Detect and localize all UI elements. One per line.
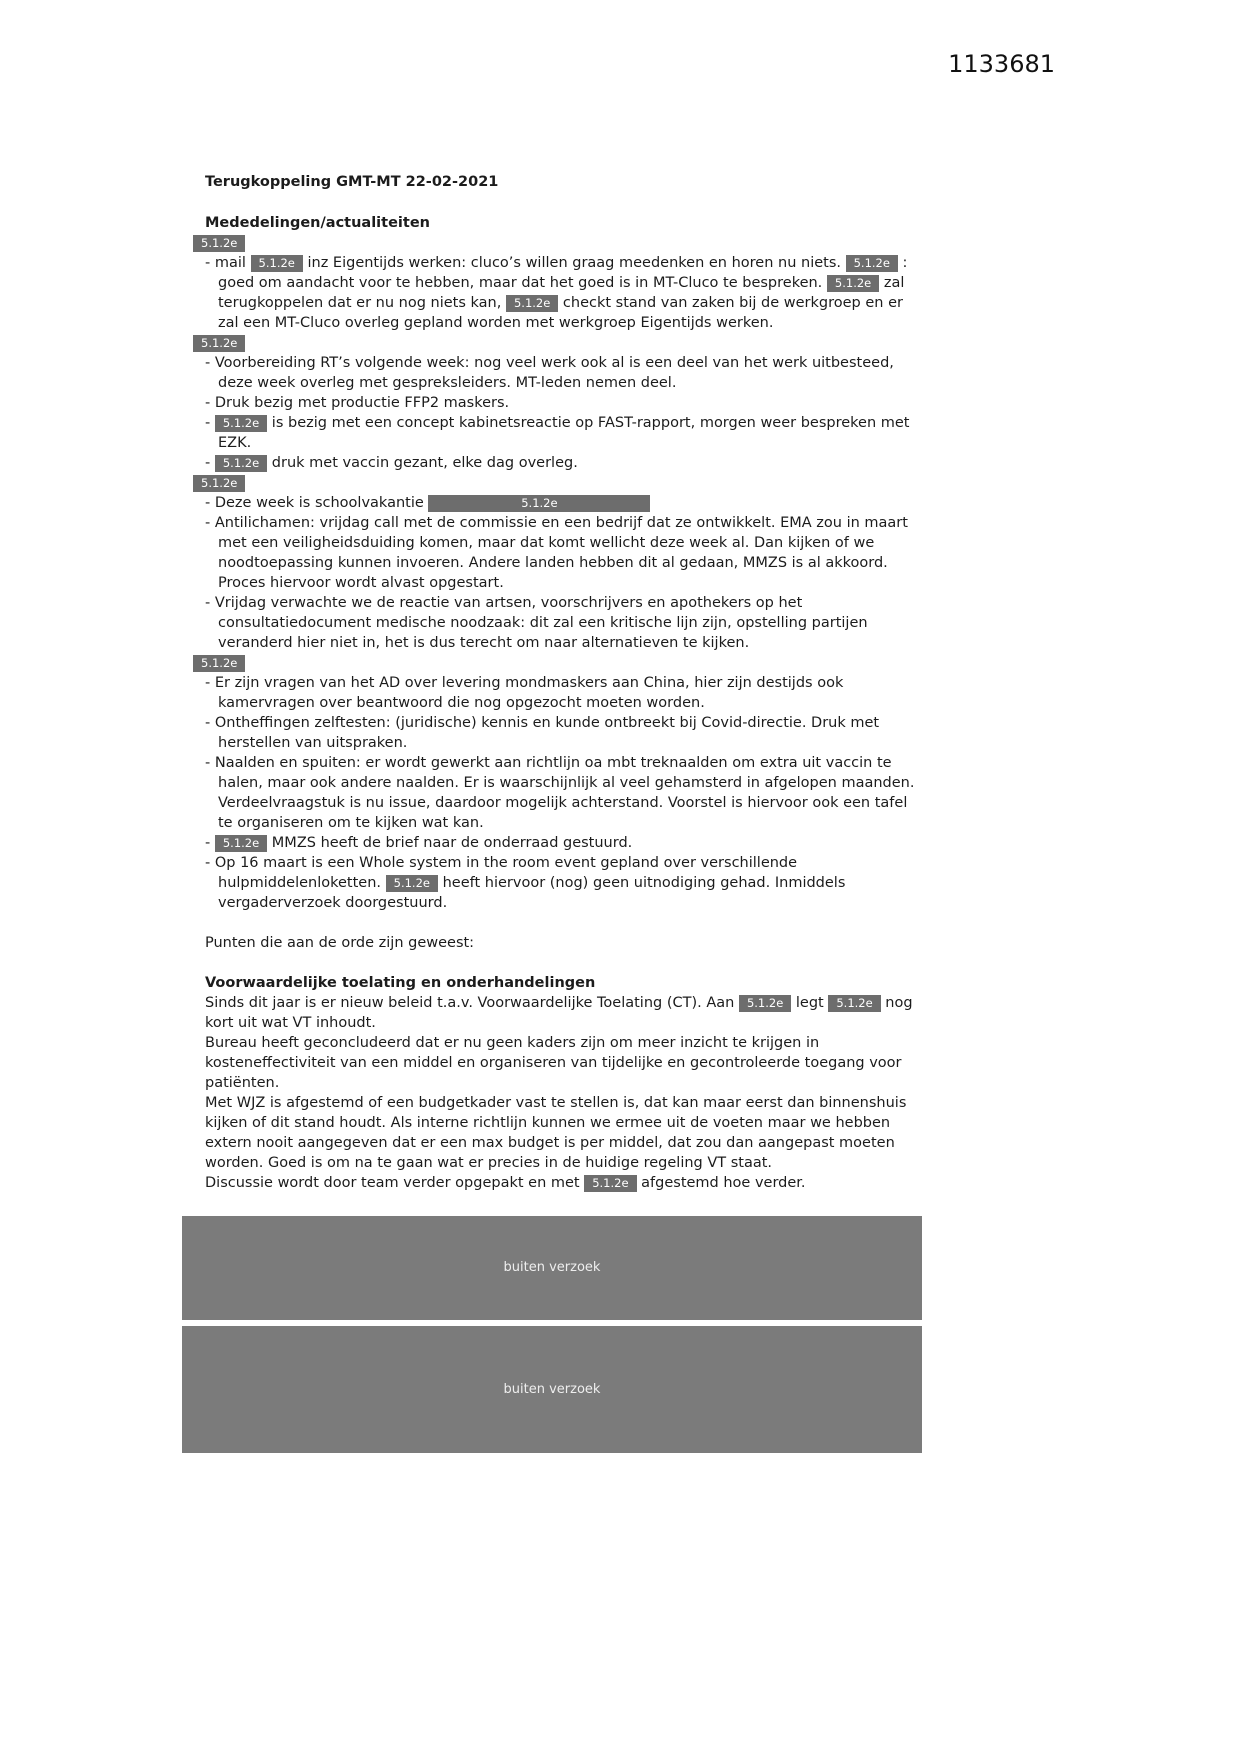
bullet-item: - 5.1.2e is bezig met een concept kabinetsreactie op FAST-rapport, morgen weer bespreken met EZK. <box>205 415 910 451</box>
bullet-item: - Ontheffingen zelftesten: (juridische) kennis en kunde ontbreekt bij Covid-directie. Druk met herstellen van uitspraken. <box>205 715 880 751</box>
spacer <box>205 953 924 973</box>
redaction-chip: 5.1.2e <box>828 995 880 1012</box>
redaction-chip: 5.1.2e <box>386 875 438 892</box>
bullet-item: - 5.1.2e MMZS heeft de brief naar de onderraad gestuurd. <box>205 835 633 851</box>
redaction-line <box>193 473 924 493</box>
bullet-item: - Vrijdag verwachte we de reactie van artsen, voorschrijvers en apothekers op het consultatiedocument medische noodzaak: dit zal een kritische lijn zijn, opstelling partijen veranderd hier niet in, het is dus terecht om naar alternatieven te kijken. <box>205 595 868 651</box>
bullet-item: - Druk bezig met productie FFP2 maskers. <box>205 395 510 411</box>
bullet-item: - Er zijn vragen van het AD over levering mondmaskers aan China, hier zijn destijds ook kamervragen over beantwoord die nog opgezocht moeten worden. <box>205 675 844 711</box>
redaction-chip: 5.1.2e <box>251 255 303 272</box>
bullet-item: - Antilichamen: vrijdag call met de commissie en een bedrijf dat ze ontwikkelt. EMA zou in maart met een veiligheidsduiding komen, maar dat komt wellicht deze week al. Dan kijken of we noodtoepassing kunnen invoeren. Andere landen hebben dit al gedaan, MMZS is al akkoord. Proces hiervoor wordt alvast opgestart. <box>205 515 908 591</box>
bullet-item: - Voorbereiding RT’s volgende week: nog veel werk ook al is een deel van het werk uitbesteed, deze week overleg met gespreksleiders. MT-leden nemen deel. <box>205 355 894 391</box>
section-heading: Voorwaardelijke toelating en onderhandelingen <box>205 975 596 991</box>
redaction-line <box>193 333 924 353</box>
redaction-chip: 5.1.2e <box>827 275 879 292</box>
redaction-chip: 5.1.2e <box>193 475 245 492</box>
section-heading: Mededelingen/actualiteiten <box>205 215 430 231</box>
redaction-chip: 5.1.2e <box>193 335 245 352</box>
bullet-item: - Deze week is schoolvakantie 5.1.2e <box>205 493 924 513</box>
spacer <box>205 913 924 933</box>
redacted-block-label: buiten verzoek <box>503 1260 601 1275</box>
redaction-chip: 5.1.2e <box>584 1175 636 1192</box>
paragraph: Discussie wordt door team verder opgepakt en met 5.1.2e afgestemd hoe verder. <box>205 1175 806 1191</box>
page-number: 1133681 <box>948 50 1055 78</box>
redaction-chip: 5.1.2e <box>846 255 898 272</box>
redaction-chip: 5.1.2e <box>193 655 245 672</box>
paragraph: Met WJZ is afgestemd of een budgetkader vast te stellen is, dat kan maar eerst dan binnenshuis kijken of dit stand houdt. Als interne richtlijn kunnen we ermee uit de voeten maar we hebben extern nooit aangegeven dat er een max budget is per middel, dat zou dan aangepast moeten worden. Goed is om na te gaan wat er precies in de huidige regeling VT staat. <box>205 1095 907 1171</box>
paragraph: Punten die aan de orde zijn geweest: <box>205 935 475 951</box>
redacted-block <box>182 1326 922 1453</box>
redaction-chip: 5.1.2e <box>193 235 245 252</box>
paragraph: Sinds dit jaar is er nieuw beleid t.a.v. Voorwaardelijke Toelating (CT). Aan 5.1.2e legt 5.1.2e nog kort uit wat VT inhoudt. <box>205 995 913 1031</box>
redaction-chip: 5.1.2e <box>506 295 558 312</box>
redaction-chip: 5.1.2e <box>215 835 267 852</box>
document-title: Terugkoppeling GMT-MT 22-02-2021 <box>205 174 499 190</box>
redaction-chip: 5.1.2e <box>428 495 650 512</box>
redacted-block <box>182 1216 922 1320</box>
bullet-item: - 5.1.2e druk met vaccin gezant, elke dag overleg. <box>205 455 578 471</box>
bullet-item: - Naalden en spuiten: er wordt gewerkt aan richtlijn oa mbt treknaalden om extra uit vaccin te halen, maar ook andere naalden. Er is waarschijnlijk al veel gehamsterd in afgelopen maanden. Verdeelvraagstuk is nu issue, daardoor mogelijk achterstand. Voorstel is hiervoor ook een tafel te organiseren om te kijken wat kan. <box>205 755 915 831</box>
paragraph: Bureau heeft geconcludeerd dat er nu geen kaders zijn om meer inzicht te krijgen in kosteneffectiviteit van een middel en organiseren van tijdelijke en gecontroleerde toegang voor patiënten. <box>205 1035 902 1091</box>
redaction-chip: 5.1.2e <box>215 455 267 472</box>
redacted-block-label: buiten verzoek <box>503 1381 601 1397</box>
document-blocks <box>201 213 924 1453</box>
redaction-line <box>193 653 924 673</box>
document-body <box>201 172 924 1453</box>
redaction-chip: 5.1.2e <box>739 995 791 1012</box>
bullet-item: - Op 16 maart is een Whole system in the room event gepland over verschillende hulpmiddelenloketten. 5.1.2e heeft hiervoor (nog) geen uitnodiging gehad. Inmiddels vergaderverzoek doorgestuurd. <box>205 855 846 911</box>
spacer <box>205 1193 924 1213</box>
redaction-line <box>193 233 924 253</box>
bullet-item: - mail 5.1.2e inz Eigentijds werken: cluco’s willen graag meedenken en horen nu niets. 5.1.2e : goed om aandacht voor te hebben, maar dat het goed is in MT-Cluco te bespreken. 5.1.2e zal terugkoppelen dat er nu nog niets kan, 5.1.2e checkt stand van zaken bij de werkgroep en er zal een MT-Cluco overleg gepland worden met werkgroep Eigentijds werken. <box>205 255 908 331</box>
redaction-chip: 5.1.2e <box>215 415 267 432</box>
